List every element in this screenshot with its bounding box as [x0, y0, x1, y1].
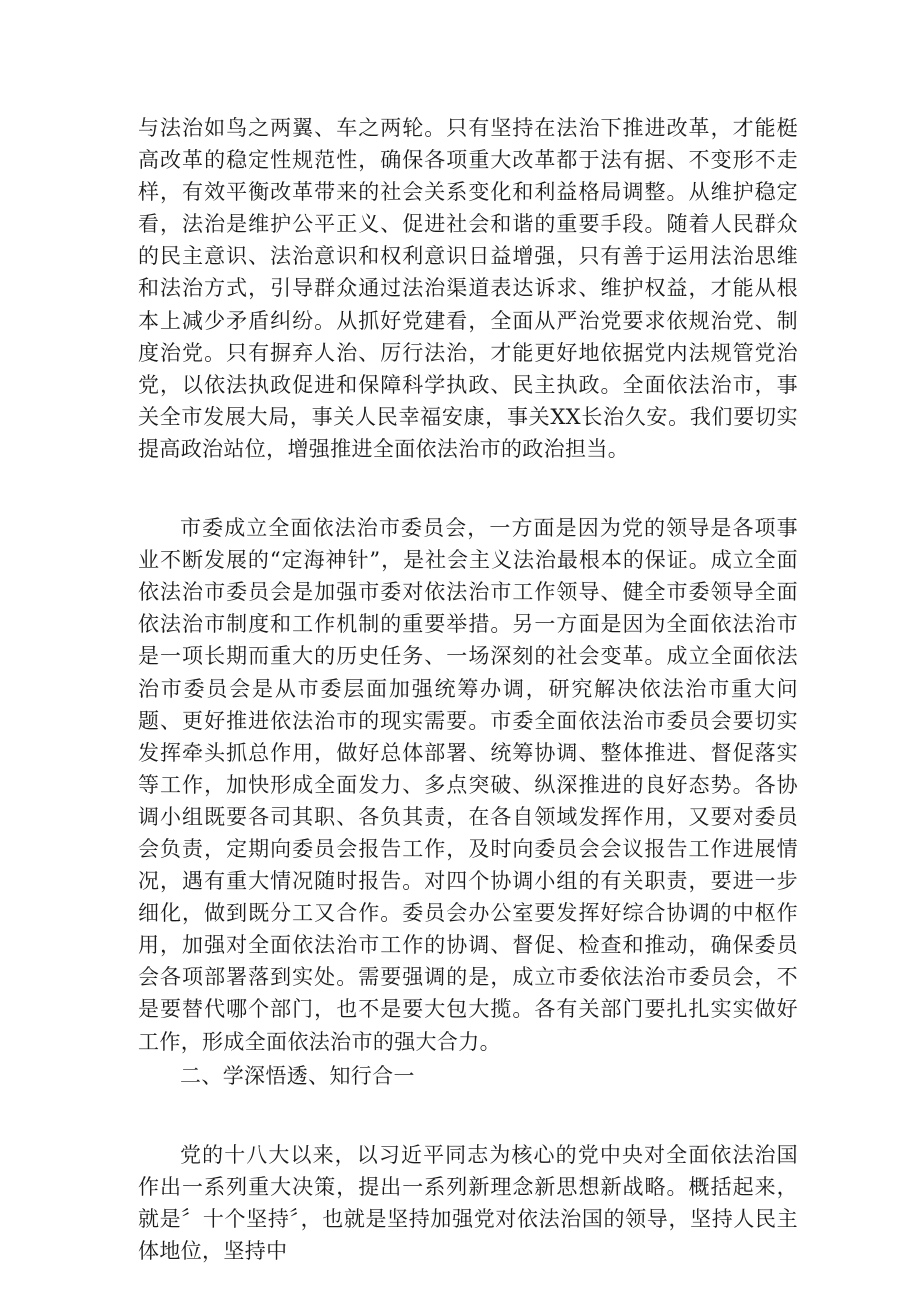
document-body	[138, 112, 798, 1267]
paragraph-2: 市委成立全面依法治市委员会，一方面是因为党的领导是各项事业不断发展的“定海神针”，是社会主义法治最根本的保证。成立全面依法治市委员会是加强市委对依法治市工作领导、健全市委领导全面依法治市制度和工作机制的重要举措。另一方面是因为全面依法治市是一项长期而重大的历史任务、一场深刻的社会变革。成立全面依法治市委员会是从市委层面加强统筹办调，研究解决依法治市重大问题、更好推进依法治市的现实需要。市委全面依法治市委员会要切实发挥牵头抓总作用，做好总体部署、统筹协调、整体推进、督促落实等工作，加快形成全面发力、多点突破、纵深推进的良好态势。各协调小组既要各司其职、各负其责，在各自领域发挥作用，又要对委员会负责，定期向委员会报告工作，及时向委员会会议报告工作进展情况，遇有重大情况随时报告。对四个协调小组的有关职责，要进一步细化，做到既分工又合作。委员会办公室要发挥好综合协调的中枢作用，加强对全面依法治市工作的协调、督促、检查和推动，确保委员会各项部署落到实处。需要强调的是，成立市委依法治市委员会，不是要替代哪个部门，也不是要大包大揽。各有关部门要扎扎实实做好工作，形成全面依法治市的强大合力。	[138, 516, 798, 1054]
section-heading-2: 二、学深悟透、知行合一	[180, 1063, 415, 1088]
paragraph-3: 党的十八大以来，以习近平同志为核心的党中央对全面依法治国作出一系列重大决策，提出一系列新理念新思想新战略。概括起来，就是〞十个坚持〞，也就是坚持加强党对依法治国的领导，坚持人民主体地位，坚持中	[138, 1142, 798, 1263]
paragraph-1: 与法治如鸟之两翼、车之两轮。只有坚持在法治下推进改革，才能梃高改革的稳定性规范性，确保各项重大改革都于法有据、不变形不走样，有效平衡改革带来的社会关系变化和利益格局调整。从维护稳定看，法治是维护公平正义、促进社会和谐的重要手段。随着人民群众的民主意识、法治意识和权利意识日益增强，只有善于运用法治思维和法治方式，引导群众通过法治渠道表达诉求、维护权益，才能从根本上减少矛盾纠纷。从抓好党建看，全面从严治党要求依规治党、制度治党。只有摒弃人治、厉行法治，才能更好地依据党内法规管党治党，以依法执政促进和保障科学执政、民主执政。全面依法治市，事关全市发展大局，事关人民幸福安康，事关XX长治久安。我们要切实提高政治站位，增强推进全面依法治市的政治担当。	[138, 116, 798, 461]
